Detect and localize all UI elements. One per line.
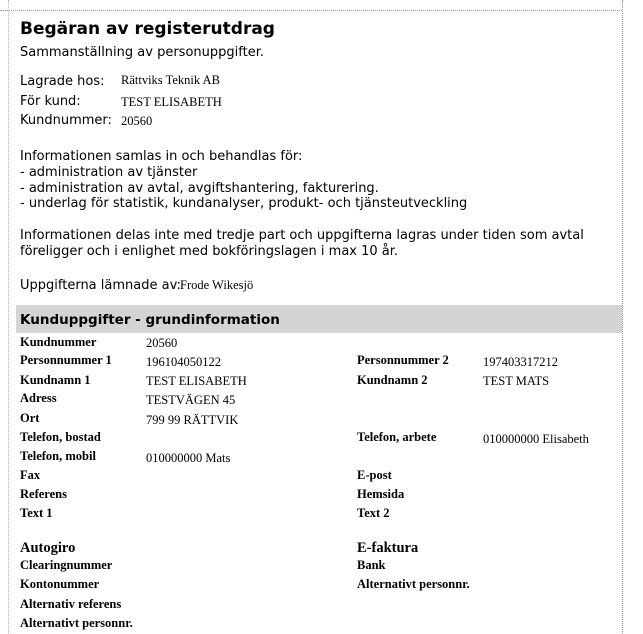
- stored-label: Lagrade hos:: [20, 74, 105, 89]
- fax-label: Fax: [20, 468, 41, 482]
- purpose-item: - administration av avtal, avgiftshantering, fakturering.: [20, 181, 379, 196]
- submitted-by-label: Uppgifterna lämnade av:: [20, 278, 181, 293]
- adress-value: TESTVÄGEN 45: [146, 393, 236, 407]
- ort-label: Ort: [20, 411, 40, 425]
- efaktura-alternativt-personnr-label: Alternativt personnr.: [357, 577, 470, 591]
- telefon-bostad-label: Telefon, bostad: [20, 430, 101, 444]
- kundnamn-1-label: Kundnamn 1: [20, 373, 91, 387]
- epost-label: E-post: [357, 468, 392, 482]
- personnummer-1-value: 196104050122: [146, 355, 221, 369]
- telefon-mobil-value: 010000000 Mats: [146, 451, 231, 465]
- customer-value: TEST ELISABETH: [121, 95, 222, 109]
- kontonummer-label: Kontonummer: [20, 577, 100, 591]
- kundnamn-1-value: TEST ELISABETH: [146, 374, 247, 388]
- page-margin-right: [622, 0, 623, 634]
- text-2-label: Text 2: [357, 506, 390, 520]
- alternativ-referens-label: Alternativ referens: [20, 597, 122, 611]
- personnummer-2-value: 197403317212: [483, 355, 558, 369]
- telefon-arbete-value: 010000000 Elisabeth: [483, 432, 589, 446]
- sharing-text-line2: föreligger och i enlighet med bokföringslagen i max 10 år.: [20, 244, 399, 259]
- purpose-item: - administration av tjänster: [20, 165, 198, 180]
- section-title: Kunduppgifter - grundinformation: [20, 312, 280, 328]
- bank-label: Bank: [357, 558, 386, 572]
- page-margin-top: [0, 10, 622, 11]
- efaktura-heading: E-faktura: [357, 540, 419, 556]
- text-1-label: Text 1: [20, 506, 53, 520]
- kundnamn-2-value: TEST MATS: [483, 374, 550, 388]
- hemsida-label: Hemsida: [357, 487, 405, 501]
- submitted-by-value: Frode Wikesjö: [180, 278, 254, 292]
- kundnummer-label: Kundnummer: [20, 335, 97, 349]
- referens-label: Referens: [20, 487, 67, 501]
- document-subtitle: Sammanställning av personuppgifter.: [20, 45, 264, 60]
- personnummer-1-label: Personnummer 1: [20, 353, 112, 367]
- purpose-item: - underlag för statistik, kundanalyser, produkt- och tjänsteutveckling: [20, 196, 468, 211]
- sharing-text-line1: Informationen delas inte med tredje part och uppgifterna lagras under tiden som avtal: [20, 228, 584, 243]
- kundnamn-2-label: Kundnamn 2: [357, 373, 428, 387]
- kundnummer-value: 20560: [146, 336, 178, 350]
- ort-value: 799 99 RÄTTVIK: [146, 413, 239, 427]
- clearingnummer-label: Clearingnummer: [20, 558, 113, 572]
- telefon-arbete-label: Telefon, arbete: [357, 430, 437, 444]
- customer-label: För kund:: [20, 94, 81, 109]
- adress-label: Adress: [20, 391, 57, 405]
- personnummer-2-label: Personnummer 2: [357, 353, 449, 367]
- customer-number-value: 20560: [121, 114, 153, 128]
- customer-number-label: Kundnummer:: [20, 113, 112, 128]
- purpose-intro: Informationen samlas in och behandlas för:: [20, 149, 303, 164]
- document-title: Begäran av registerutdrag: [20, 19, 275, 39]
- telefon-mobil-label: Telefon, mobil: [20, 449, 96, 463]
- page-margin-left: [8, 0, 9, 634]
- autogiro-alternativt-personnr-label: Alternativt personnr.: [20, 616, 133, 630]
- autogiro-heading: Autogiro: [20, 540, 76, 556]
- stored-value: Rättviks Teknik AB: [121, 73, 220, 87]
